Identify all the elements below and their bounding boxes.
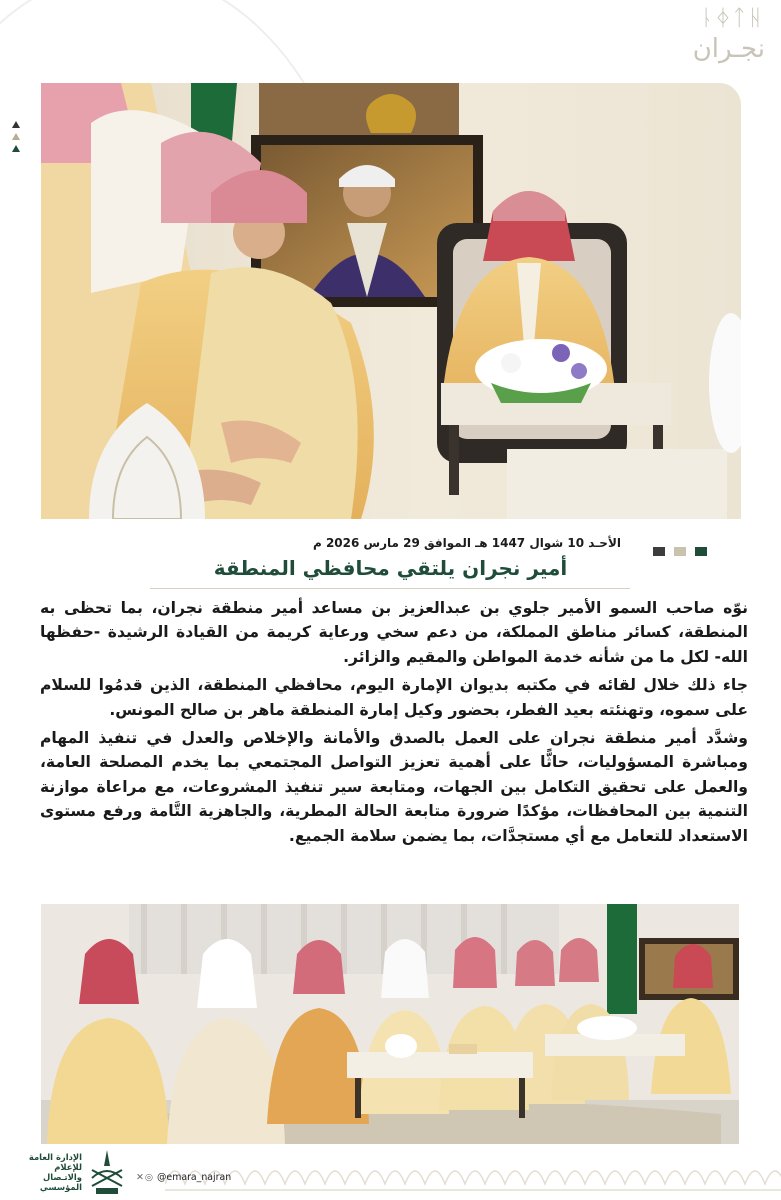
secondary-photo — [41, 904, 739, 1144]
triangle-green-icon — [12, 145, 20, 152]
square-dark-icon — [653, 547, 665, 556]
footer-organization — [8, 1152, 82, 1192]
square-beige-icon — [674, 547, 686, 556]
logo-musnad-glyphs: ᚿᛄᛏᚺ — [700, 6, 765, 31]
footer-pattern — [165, 1154, 781, 1194]
najran-logo — [675, 6, 765, 76]
org-line: والاتـصال المؤسسي — [39, 1172, 82, 1192]
article-paragraph: وشدَّد أمير منطقة نجران على العمل بالصدق والأمانة والإخلاص والعدل في تنفيذ المهام ومباشرة المسؤوليات، حاثًّا على أهمية تعزيز التواصل المجتمعي بما يخدم المصلحة العامة، والعمل على تحقيق التكامل بين الجهات، ومتابعة سير تنفيذ المشروعات، مع مراعاة موازنة التنمية بين المحافظات، مؤكدًا ضرورة متابعة الحالة المطرية، والجاهزية التَّامة ورفع مستوى الاستعداد للتعامل مع أي مستجدَّات، بما يضمن سلامة الجميع. — [40, 729, 748, 845]
article-date: الأحـد 10 شوال 1447 هـ الموافق 29 مارس 2026 م — [312, 536, 621, 550]
social-handle[interactable] — [136, 1172, 231, 1183]
emirate-emblem-icon — [86, 1148, 128, 1196]
triangle-dark-icon — [12, 121, 20, 128]
square-green-icon — [695, 547, 707, 556]
meeting-photo-illustration — [41, 83, 741, 519]
social-handle-text: @emara_najran — [157, 1172, 232, 1183]
article-title: أمير نجران يلتقي محافظي المنطقة — [213, 556, 568, 580]
social-icons: ✕◎ — [136, 1172, 155, 1183]
group-meeting-illustration — [41, 904, 739, 1144]
title-divider — [150, 588, 630, 589]
article-body — [40, 596, 748, 852]
article-paragraph: نوّه صاحب السمو الأمير جلوي بن عبدالعزيز بن مساعد أمير منطقة نجران، بما تحظى به المنطقة، كسائر مناطق المملكة، من دعم سخي ورعاية كريمة من القيادة الرشيدة -حفظها الله- لكل ما من شأنه خدمة المواطن والمقيم والزائر. — [40, 599, 748, 666]
main-photo — [41, 83, 741, 519]
triangle-beige-icon — [12, 133, 20, 140]
org-line: الإدارة العامة للإعلام — [28, 1152, 82, 1172]
side-decoration — [12, 121, 20, 157]
logo-arabic-text: نجـران — [692, 34, 765, 64]
article-paragraph: جاء ذلك خلال لقائه في مكتبه بديوان الإمارة اليوم، محافظي المنطقة، الذين قدمُوا للسلام على سموه، وتهنئته بعيد الفطر، بحضور وكيل إمارة المنطقة ماهر بن صالح المونس. — [40, 676, 748, 719]
color-squares — [644, 541, 714, 551]
